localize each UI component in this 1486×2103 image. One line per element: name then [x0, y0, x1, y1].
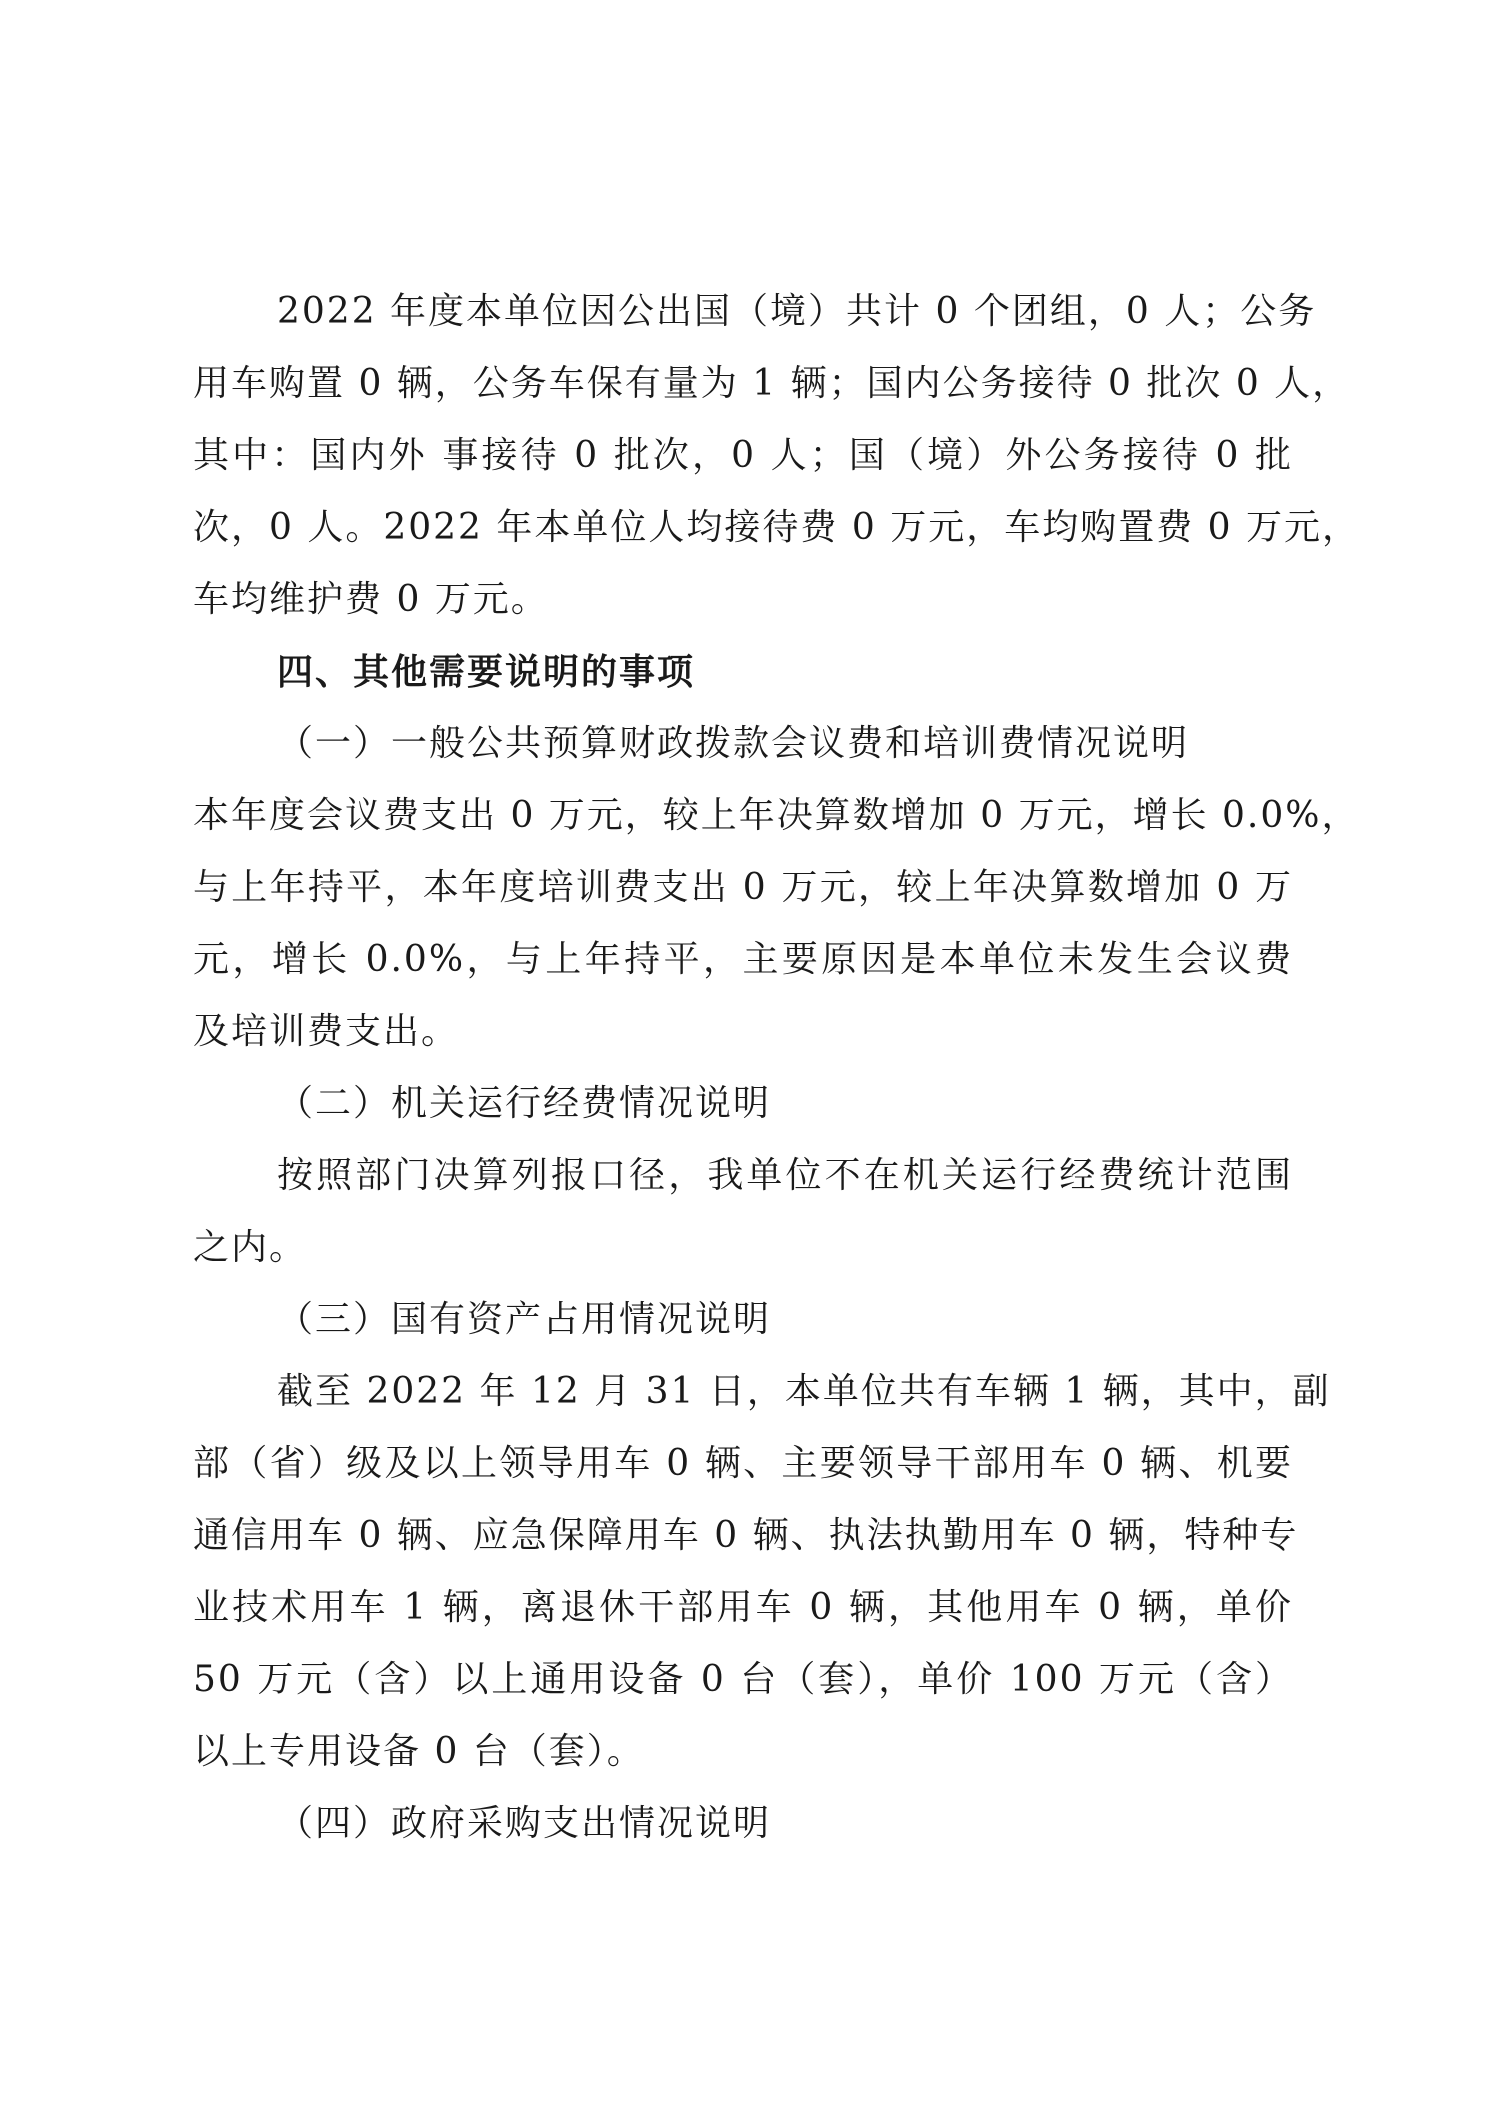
text-line: 50 万元（含）以上通用设备 0 台（套），单价 100 万元（含）: [193, 1659, 1293, 1700]
paragraph-operating-expenses: [193, 1140, 1293, 1284]
text-line: 业技术用车 1 辆，离退休干部用车 0 辆，其他用车 0 辆，单价: [193, 1587, 1293, 1628]
text-line: 按照部门决算列报口径，我单位不在机关运行经费统计范围: [277, 1155, 1293, 1196]
document-body: [193, 276, 1360, 1860]
subheading-state-assets: （三）国有资产占用情况说明: [277, 1299, 772, 1340]
paragraph-state-assets: [193, 1356, 1331, 1788]
text-line: 本年度会议费支出 0 万元，较上年决算数增加 0 万元，增长 0.0%，: [193, 795, 1360, 836]
text-line: 以上专用设备 0 台（套）。: [193, 1731, 645, 1772]
text-line: 次，0 人。2022 年本单位人均接待费 0 万元，车均购置费 0 万元，: [193, 507, 1360, 548]
subheading-operating-expenses: （二）机关运行经费情况说明: [277, 1083, 772, 1124]
text-line: 元，增长 0.0%，与上年持平，主要原因是本单位未发生会议费: [193, 939, 1293, 980]
text-line: 与上年持平，本年度培训费支出 0 万元，较上年决算数增加 0 万: [193, 867, 1293, 908]
text-line: 及培训费支出。: [193, 1011, 460, 1052]
text-line: 部（省）级及以上领导用车 0 辆、主要领导干部用车 0 辆、机要: [193, 1443, 1293, 1484]
text-line: 通信用车 0 辆、应急保障用车 0 辆、执法执勤用车 0 辆，特种专: [193, 1515, 1299, 1556]
text-line: 车均维护费 0 万元。: [193, 579, 549, 620]
paragraph-meeting-training-fees: [193, 780, 1360, 1068]
text-line: 用车购置 0 辆，公务车保有量为 1 辆；国内公务接待 0 批次 0 人，: [193, 363, 1351, 404]
text-line: 2022 年度本单位因公出国（境）共计 0 个团组，0 人；公务: [277, 291, 1317, 332]
subheading-meeting-training-fees: （一）一般公共预算财政拨款会议费和培训费情况说明: [277, 723, 1190, 764]
paragraph-overseas-vehicles-reception: [193, 276, 1360, 636]
section-heading-other-matters: 四、其他需要说明的事项: [277, 651, 696, 693]
text-line: 之内。: [193, 1227, 308, 1268]
subheading-government-procurement: （四）政府采购支出情况说明: [277, 1803, 772, 1844]
text-line: 其中：国内外 事接待 0 批次，0 人；国（境）外公务接待 0 批: [193, 435, 1293, 476]
text-line: 截至 2022 年 12 月 31 日，本单位共有车辆 1 辆，其中，副: [277, 1371, 1331, 1412]
